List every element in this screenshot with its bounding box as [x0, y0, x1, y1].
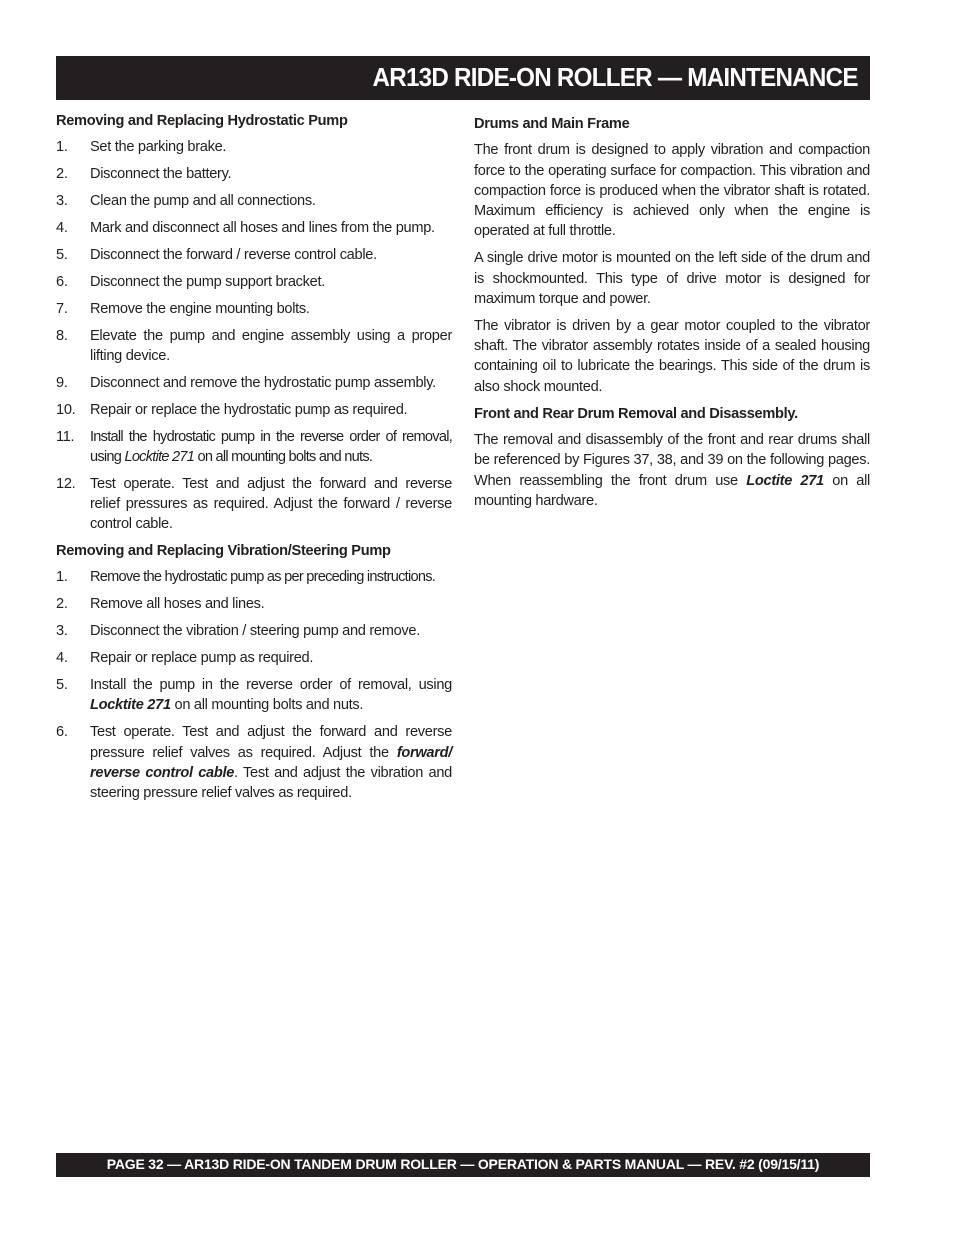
step-number: 9. [56, 374, 68, 391]
step-text: Set the parking brake. [90, 139, 227, 156]
step-number: 3. [56, 623, 68, 640]
step-text: Mark and disconnect all hoses and lines from the pump. [90, 219, 435, 236]
step-text: Disconnect and remove the hydrostatic pump assembly. [90, 374, 436, 391]
step-text: Repair or replace the hydrostatic pump as required. [90, 401, 408, 418]
step-text [90, 675, 452, 716]
list-item [56, 137, 452, 157]
page-title: AR13D RIDE-ON ROLLER — MAINTENANCE [372, 62, 858, 92]
step-text: Elevate the pump and engine assembly using a proper lifting device. [90, 327, 452, 364]
step-text-part: on all mounting bolts and nuts. [194, 448, 373, 465]
list-item [56, 191, 452, 211]
step-text: Test operate. Test and adjust the forward and reverse relief pressures as required. Adjust the forward / reverse control cable. [90, 475, 452, 533]
list-item [56, 427, 452, 468]
list-item [56, 474, 452, 535]
page-footer-text: PAGE 32 — AR13D RIDE-ON TANDEM DRUM ROLLER — OPERATION & PARTS MANUAL — REV. #2 (09/15/11) [106, 1156, 820, 1172]
step-text-part: Install the pump in the reverse order of removal, using [90, 677, 452, 694]
step-text [90, 427, 452, 468]
step-text: Remove all hoses and lines. [90, 596, 265, 613]
list-item [56, 218, 452, 238]
step-text-part: Test operate. Test and adjust the forward and reverse pressure relief valves as required. Adjust the [90, 724, 452, 761]
list-item [56, 648, 452, 668]
paragraph: The vibrator is driven by a gear motor coupled to the vibrator shaft. The vibrator assembly rotates inside of a sealed housing containing oil to lubricate the bearings. This side of the drum is also shock mounted. [474, 317, 870, 395]
paragraph: The front drum is designed to apply vibration and compaction force to the operating surface for compaction. This vibration and compaction force is produced when the vibrator shaft is rotated. Maximum efficiency is achieved only when the engine is operated at full throttle. [474, 142, 870, 240]
list-item [56, 722, 452, 803]
step-text: Disconnect the battery. [90, 166, 232, 183]
paragraph [474, 430, 870, 511]
page-footer-bar [56, 1153, 870, 1177]
paragraph: A single drive motor is mounted on the left side of the drum and is shockmounted. This type of drive motor is designed for maximum torque and power. [474, 250, 870, 307]
step-number: 4. [56, 219, 68, 236]
left-column [56, 111, 452, 810]
list-item [56, 400, 452, 420]
product-name-loctite: Loctite 271 [746, 472, 824, 489]
step-text-part: . Test and adjust the vibration and steering pressure relief valves as required. [90, 764, 452, 802]
step-text: Disconnect the vibration / steering pump and remove. [90, 623, 420, 640]
step-number: 4. [56, 650, 68, 667]
step-number: 2. [56, 596, 68, 613]
step-text [90, 722, 452, 803]
list-item [56, 326, 452, 367]
right-column [474, 111, 870, 518]
section-heading-hydrostatic-pump: Removing and Replacing Hydrostatic Pump [56, 113, 348, 129]
product-name-locktite: Locktite 271 [90, 697, 171, 714]
paragraph-text-part: on all mounting hardware. [474, 472, 871, 509]
product-name-locktite: Locktite 271 [124, 448, 195, 465]
page-header-bar [56, 56, 870, 100]
list-item [56, 567, 452, 587]
step-number: 2. [56, 166, 68, 183]
step-number: 5. [56, 246, 68, 263]
step-number: 12. [56, 475, 76, 492]
list-item [56, 373, 452, 393]
vibration-pump-steps [56, 567, 452, 803]
step-number: 5. [56, 677, 68, 694]
step-number: 6. [56, 273, 68, 290]
list-item [56, 164, 452, 184]
step-text: Repair or replace pump as required. [90, 650, 314, 667]
step-text: Clean the pump and all connections. [90, 193, 316, 210]
step-number: 8. [56, 327, 68, 344]
list-item [56, 245, 452, 265]
step-number: 3. [56, 193, 68, 210]
list-item [56, 675, 452, 716]
list-item [56, 594, 452, 614]
hydrostatic-pump-steps [56, 137, 452, 534]
step-text: Remove the hydrostatic pump as per preceding instructions. [90, 569, 436, 586]
list-item [56, 299, 452, 319]
step-number: 10. [56, 401, 76, 418]
section-heading-drum-removal: Front and Rear Drum Removal and Disassembly. [474, 405, 798, 422]
step-text: Disconnect the forward / reverse control cable. [90, 246, 377, 263]
step-number: 11. [56, 428, 75, 445]
step-number: 7. [56, 300, 68, 317]
section-heading-vibration-steering-pump: Removing and Replacing Vibration/Steering Pump [56, 543, 391, 560]
step-text: Disconnect the pump support bracket. [90, 273, 325, 290]
step-text: Remove the engine mounting bolts. [90, 300, 310, 317]
step-text-part: Install the hydrostatic pump in the reverse order of removal, using [90, 428, 452, 465]
step-number: 1. [56, 139, 68, 156]
list-item [56, 272, 452, 292]
list-item [56, 621, 452, 641]
step-number: 6. [56, 724, 68, 741]
step-number: 1. [56, 569, 68, 586]
section-heading-drums-main-frame: Drums and Main Frame [474, 116, 630, 132]
step-text-part: on all mounting bolts and nuts. [170, 697, 364, 714]
emphasis-control-cable: forward/ reverse control cable [90, 744, 452, 781]
paragraph-text-part: The removal and disassembly of the front and rear drums shall be referenced by Figures 37, 38, and 39 on the following pages. When reassembling the front drum use [474, 431, 870, 489]
